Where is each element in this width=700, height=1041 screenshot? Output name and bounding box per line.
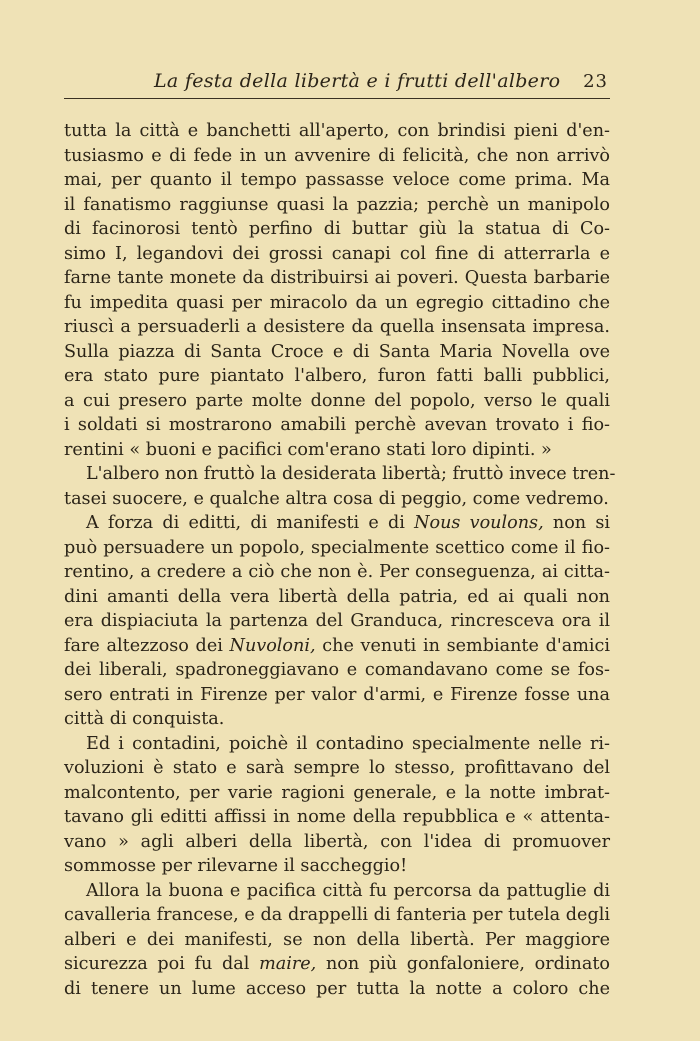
text-line: fu impedita quasi per miracolo da un egregio cittadino che bbox=[64, 292, 610, 313]
text-line: riuscì a persuaderli a desistere da quella insensata impresa. bbox=[64, 317, 610, 337]
text-line: vano » agli alberi della libertà, con l'idea di promuover bbox=[64, 831, 610, 852]
text-line: Sulla piazza di Santa Croce e di Santa Maria Novella ove bbox=[64, 341, 610, 362]
text-line: rentini « buoni e pacifici com'erano stati loro dipinti. » bbox=[64, 439, 552, 460]
text-line: città di conquista. bbox=[64, 709, 225, 729]
page-number: 23 bbox=[583, 71, 608, 92]
text-line: simo I, legandovi dei grossi canapi col fine di atterrarla e bbox=[64, 243, 610, 264]
text-line: dini amanti della vera libertà della patria, ed ai quali non bbox=[64, 586, 610, 607]
text-line: L'albero non fruttò la desiderata libertà; fruttò invece tren- bbox=[86, 464, 616, 484]
text-line: sommosse per rilevarne il saccheggio! bbox=[64, 856, 408, 876]
running-title: La festa della libertà e i frutti dell'albero bbox=[154, 70, 561, 92]
text-line: Allora la buona e pacifica città fu percorsa da pattuglie di bbox=[86, 880, 610, 901]
text-line: fare altezzoso dei Nuvoloni, che venuti in sembiante d'amici bbox=[64, 635, 610, 656]
text-line: tusiasmo e di fede in un avvenire di felicità, che non arrivò bbox=[64, 145, 610, 166]
page-header bbox=[64, 66, 610, 99]
text-line: di facinorosi tentò perfino di buttar giù la statua di Co- bbox=[64, 219, 610, 239]
paragraph bbox=[64, 119, 610, 462]
text-line: i soldati si mostrarono amabili perchè avevan trovato i fio- bbox=[64, 415, 610, 435]
text-line: a cui presero parte molte donne del popolo, verso le quali bbox=[64, 390, 610, 411]
text-line: sicurezza poi fu dal maire, non più gonfaloniere, ordinato bbox=[64, 954, 610, 974]
text-line: il fanatismo raggiunse quasi la pazzia; perchè un manipolo bbox=[64, 194, 610, 215]
paragraph bbox=[64, 511, 610, 732]
text-line: rentino, a credere a ciò che non è. Per conseguenza, ai citta- bbox=[64, 562, 610, 582]
paragraph bbox=[64, 462, 616, 511]
text-line: era stato pure piantato l'albero, furon fatti balli pubblici, bbox=[64, 366, 610, 386]
text-line: dei liberali, spadroneggiavano e comandavano come se fos- bbox=[64, 660, 610, 680]
text-line: Ed i contadini, poichè il contadino specialmente nelle ri- bbox=[86, 733, 610, 754]
text-line: sero entrati in Firenze per valor d'armi, e Firenze fosse una bbox=[64, 684, 610, 705]
paragraph bbox=[64, 732, 610, 879]
text-line: A forza di editti, di manifesti e di Nous voulons, non si bbox=[86, 513, 610, 533]
italic-term: maire, bbox=[259, 954, 317, 974]
text-line: tutta la città e banchetti all'aperto, con brindisi pieni d'en- bbox=[64, 121, 610, 141]
text-line: cavalleria francese, e da drappelli di fanteria per tutela degli bbox=[64, 905, 610, 925]
text-line: tavano gli editti affissi in nome della repubblica e « attenta- bbox=[64, 807, 610, 827]
text-line: mai, per quanto il tempo passasse veloce come prima. Ma bbox=[64, 170, 610, 190]
text-line: può persuadere un popolo, specialmente scettico come il fio- bbox=[64, 537, 610, 558]
text-line: di tenere un lume acceso per tutta la notte a coloro che bbox=[64, 978, 610, 999]
text-line: era dispiaciuta la partenza del Granduca, rincresceva ora il bbox=[64, 611, 610, 631]
text-line: alberi e dei manifesti, se non della libertà. Per maggiore bbox=[64, 929, 610, 950]
body-text bbox=[64, 119, 616, 1001]
paragraph bbox=[64, 879, 610, 1002]
text-line: farne tante monete da distribuirsi ai poveri. Questa barbarie bbox=[64, 268, 610, 288]
italic-term: Nous voulons, bbox=[414, 513, 544, 533]
text-line: malcontento, per varie ragioni generale, e la notte imbrat- bbox=[64, 782, 610, 803]
text-line: voluzioni è stato e sarà sempre lo stesso, profittavano del bbox=[64, 758, 610, 778]
text-line: tasei suocere, e qualche altra cosa di peggio, come vedremo. bbox=[64, 488, 609, 509]
italic-term: Nuvoloni, bbox=[229, 635, 316, 656]
